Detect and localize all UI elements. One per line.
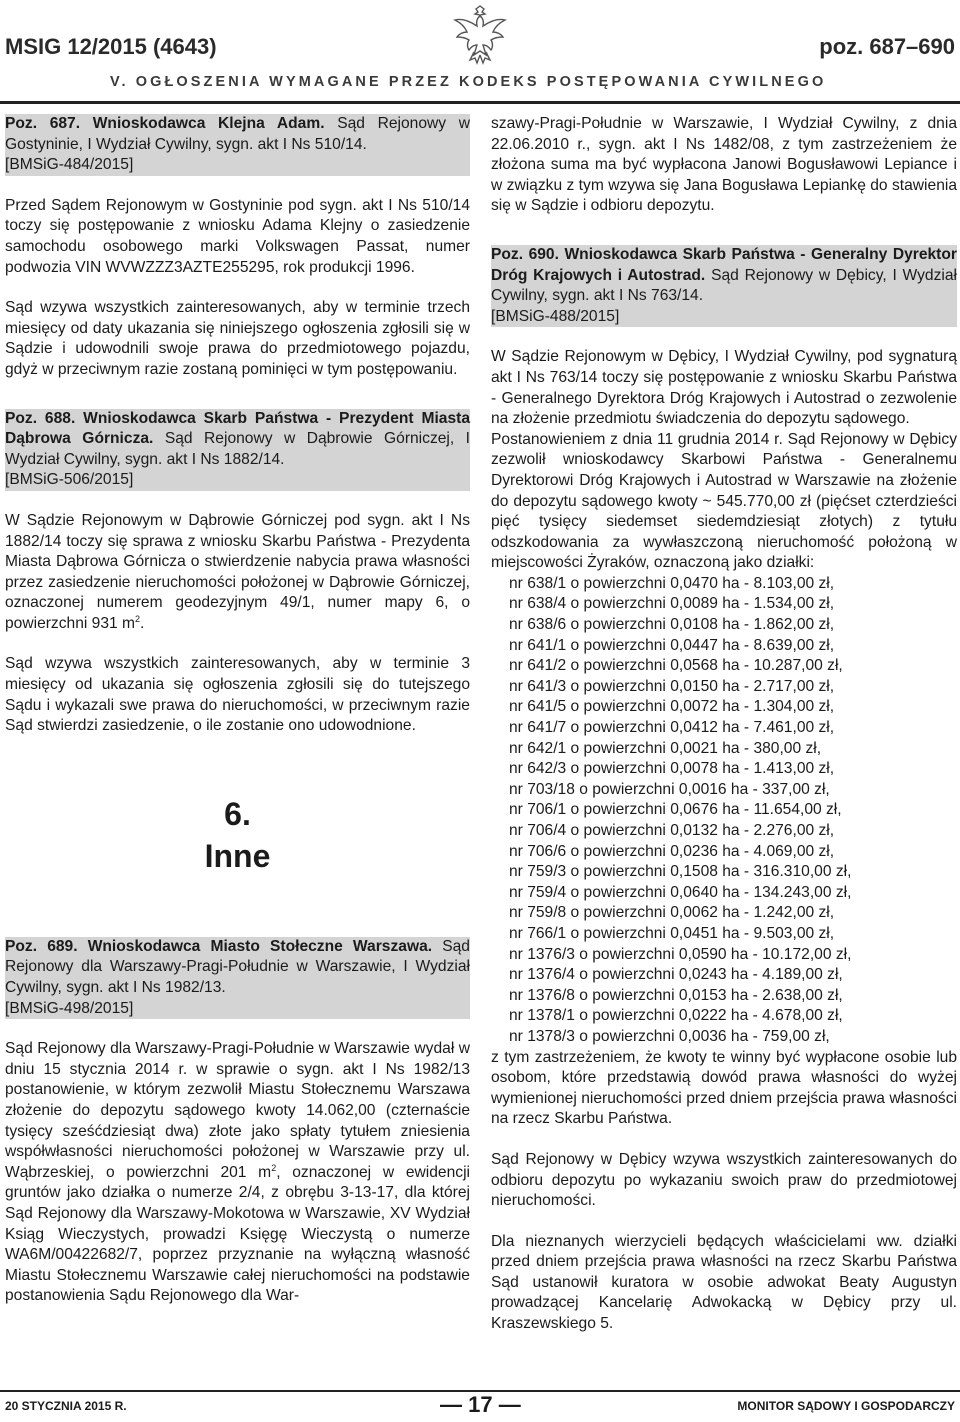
- list-item: nr 641/2 o powierzchni 0,0568 ha - 10.287,00 zł,: [509, 657, 843, 675]
- superscript-2: 2: [135, 613, 141, 624]
- header-issue: MSIG 12/2015 (4643): [5, 34, 217, 59]
- notice-688-court: Sąd Rejonowy w Dąbrowie Górniczej, I Wydział Cywilny, sygn. akt I Ns 1882/14.: [5, 430, 470, 468]
- notice-687-body-1: Przed Sądem Rejonowym w Gostyninie pod sygn. akt I Ns 510/14 toczy się postępowanie z wniosku Adama Klejny o zasiedzenie samochodu osobowego marki Volkswagen Passat, numer podwozia VIN WVWZZZ3AZTE255295, rok produkcji 1996.: [5, 196, 470, 276]
- notice-689-court: Sąd Rejonowy dla Warszawy-Pragi-Południe w Warszawie, I Wydział Cywilny, sygn. akt I Ns 1982/13.: [5, 937, 470, 997]
- notice-688-heading: [5, 409, 470, 491]
- list-item: nr 703/18 o powierzchni 0,0016 ha - 337,00 zł,: [509, 780, 830, 798]
- list-item: nr 766/1 o powierzchni 0,0451 ha - 9.503,00 zł,: [509, 924, 835, 942]
- list-item: nr 1376/8 o powierzchni 0,0153 ha - 2.638,00 zł,: [509, 986, 843, 1004]
- notice-688-body-2: Sąd wzywa wszystkich zainteresowanych, aby w terminie 3 miesięcy od ukazania się ogłoszenia zgłosili się do tutejszego Sądu i wykazali swe prawa do nieruchomości, w przeciwnym razie Sąd stwierdzi zasiedzenie, o ile zostanie ono udowodnione.: [5, 655, 470, 735]
- notice-687-body-2: Sąd wzywa wszystkich zainteresowanych, aby w terminie trzech miesięcy od daty ukazania się niniejszego ogłoszenia zgłosili się w Sądzie i udowodnili swoje prawa do przedmiotowego pojazdu, gdyż w przeciwnym razie zostaną pominięci w tym postępowaniu.: [5, 299, 470, 378]
- notice-689-applicant: Wnioskodawca Miasto Stołeczne Warszawa.: [87, 937, 433, 955]
- section-title: V. OGŁOSZENIA WYMAGANE PRZEZ KODEKS POSTĘPOWANIA CYWILNEGO: [110, 74, 827, 90]
- superscript-2: 2: [271, 1162, 277, 1173]
- notice-687-heading: [5, 114, 470, 176]
- list-item: nr 641/5 o powierzchni 0,0072 ha - 1.304,00 zł,: [509, 698, 835, 716]
- list-item: nr 641/7 o powierzchni 0,0412 ha - 7.461,00 zł,: [509, 719, 835, 737]
- list-item: nr 642/1 o powierzchni 0,0021 ha - 380,00 zł,: [509, 739, 822, 757]
- list-item: nr 1378/3 o powierzchni 0,0036 ha - 759,00 zł,: [509, 1027, 830, 1045]
- notice-690-body-3: z tym zastrzeżeniem, że kwoty te winny być wypłacone osobie lub osobom, które przedstawią dowód prawa własności do wyżej wymienionej nieruchomości przed dniem przejścia prawa własności na rzecz Skarbu Państwa.: [491, 1048, 957, 1128]
- notice-688-ref: [BMSiG-506/2015]: [5, 471, 134, 489]
- list-item: nr 759/3 o powierzchni 0,1508 ha - 316.310,00 zł,: [509, 863, 852, 881]
- list-item: nr 638/6 o powierzchni 0,0108 ha - 1.862,00 zł,: [509, 616, 835, 634]
- notice-689-number: Poz. 689.: [5, 937, 78, 955]
- notice-688-number: Poz. 688.: [5, 409, 76, 427]
- notice-687-court: Sąd Rejonowy w Gostyninie, I Wydział Cywilny, sygn. akt I Ns 510/14.: [5, 115, 470, 153]
- section-6-title: Inne: [204, 837, 271, 874]
- notice-688-applicant: Wnioskodawca Skarb Państwa - Prezydent Miasta Dąbrowa Górnicza.: [5, 409, 470, 448]
- notice-687-applicant: Wnioskodawca Klejna Adam.: [92, 115, 325, 132]
- list-item: nr 638/1 o powierzchni 0,0470 ha - 8.103,00 zł,: [509, 574, 835, 592]
- notice-690-body-2: Postanowieniem z dnia 11 grudnia 2014 r. Sąd Rejonowy w Dębicy zezwolił wnioskodawcy Skarbowi Państwa - Generalnemu Dyrektorowi Dróg Krajowych i Autostrad w Warszawie na złożenie do depozytu sądowego kwoty ~ 545.770,00 zł (pięćset czterdzieści pięć tysięcy siedemset siedemdziesiąt złotych) z tytułu odszkodowania za wywłaszczoną nieruchomość położoną w miejscowości Żyraków, oznaczoną jako działki:: [491, 430, 957, 572]
- notice-690-ref: [BMSiG-488/2015]: [491, 307, 620, 325]
- header-divider: [0, 101, 960, 104]
- notice-690-body-5: Dla nieznanych wierzycieli będących właścicielami ww. działki przed dniem przejścia prawa własności na rzecz Skarbu Państwa Sąd ustanowił kuratora w osobie adwokat Beaty Augustyn prowadzącej Kancelarię Adwokacką w Dębicy przy ul. Kraszewskiego 5.: [491, 1232, 957, 1333]
- notice-690-applicant: Wnioskodawca Skarb Państwa - Generalny Dyrektor Dróg Krajowych i Autostrad.: [491, 245, 957, 284]
- list-item: nr 642/3 o powierzchni 0,0078 ha - 1.413,00 zł,: [509, 760, 835, 778]
- list-item: nr 1376/3 o powierzchni 0,0590 ha - 10.172,00 zł,: [509, 945, 852, 963]
- left-column: [5, 114, 470, 1307]
- header-positions: poz. 687–690: [819, 34, 955, 59]
- section-6-number: 6.: [224, 795, 251, 832]
- notice-689-ref: [BMSiG-498/2015]: [5, 999, 134, 1017]
- list-item: nr 1376/4 o powierzchni 0,0243 ha - 4.189,00 zł,: [509, 966, 843, 984]
- list-item: nr 706/1 o powierzchni 0,0676 ha - 11.654,00 zł,: [509, 801, 842, 819]
- notice-688-body-1: W Sądzie Rejonowym w Dąbrowie Górniczej pod sygn. akt I Ns 1882/14 toczy się sprawa z wniosku Skarbu Państwa - Prezydenta Miasta Dąbrowa Górnicza o stwierdzenie nabycia prawa własności przez zasiedzenie nieruchomości położonej w Dąbrowie Górniczej, oznaczonej numerem geodezyjnym 49/1, numer mapy 6, o powierzchni 931 $m^2$.: [5, 511, 470, 632]
- notice-690-number: Poz. 690.: [491, 245, 559, 263]
- plot-list: [491, 574, 957, 1048]
- list-item: nr 759/8 o powierzchni 0,0062 ha - 1.242,00 zł,: [509, 904, 835, 922]
- footer-publication: MONITOR SĄDOWY I GOSPODARCZY: [737, 1399, 955, 1413]
- notice-689-body-1: Sąd Rejonowy dla Warszawy-Pragi-Południe w Warszawie wydał w dniu 15 stycznia 2014 r. w sprawie o sygn. akt I Ns 1982/13 postanowienie, w którym zezwolił Miastu Stołecznemu Warszawa złożenie do depozytu sądowego kwoty 14.062,00 (czternaście tysięcy sześćdziesiąt dwa) złote jako spłaty tytułem zniesienia współwłasności nieruchomości położonej w Warszawie przy ul. Wąbrzeskiej, o powierzchni 201 $m^2$, oznaczonej w ewidencji gruntów jako działka o numerze 2/4, z obrębu 3-13-17, dla której Sąd Rejonowy dla Warszawy-Mokotowa w Warszawie, XV Wydział Ksiąg Wieczystych, prowadzi Księgę Wieczystą o numerze WA6M/00422682/7, poprzez przyznanie na wyłączną własność Miastu Stołecznemu Warszawie całej nieruchomości na podstawie postanowienia Sądu Rejonowego dla War-: [5, 1040, 471, 1305]
- list-item: nr 1378/1 o powierzchni 0,0222 ha - 4.678,00 zł,: [509, 1007, 843, 1025]
- notice-687-number: Poz. 687.: [5, 115, 81, 132]
- list-item: nr 641/3 o powierzchni 0,0150 ha - 2.717,00 zł,: [509, 677, 835, 695]
- list-item: nr 759/4 o powierzchni 0,0640 ha - 134.243,00 zł,: [509, 883, 852, 901]
- list-item: nr 706/6 o powierzchni 0,0236 ha - 4.069,00 zł,: [509, 842, 835, 860]
- page-number: — 17 —: [440, 1392, 521, 1417]
- notice-690-heading: [491, 245, 957, 327]
- footer-date: 20 STYCZNIA 2015 R.: [5, 1399, 127, 1413]
- list-item: nr 706/4 o powierzchni 0,0132 ha - 2.276,00 zł,: [509, 822, 835, 839]
- polish-eagle-emblem-icon: [452, 2, 508, 66]
- list-item: nr 638/4 o powierzchni 0,0089 ha - 1.534,00 zł,: [509, 595, 835, 613]
- notice-690-court: Sąd Rejonowy w Dębicy, I Wydział Cywilny, sygn. akt I Ns 763/14.: [491, 266, 958, 305]
- notice-690-body-1: W Sądzie Rejonowym w Dębicy, I Wydział Cywilny, pod sygnaturą akt I Ns 763/14 toczy się postępowanie z wniosku Skarbu Państwa - Generalnego Dyrektora Dróg Krajowych i Autostrad o zezwolenie na złożenie przedmiotu świadczenia do depozytu sądowego.: [491, 348, 957, 428]
- notice-689-continuation: szawy-Pragi-Południe w Warszawie, I Wydział Cywilny, z dnia 22.06.2010 r., sygn. akt I Ns 1482/08, z tym zastrzeżeniem że złożona suma ma być wypłacona Janowi Bogusławowi Lepiance i w związku z tym wzywa się Jana Bogusława Lepiankę do stawienia się w Sądzie i odbioru depozytu.: [491, 115, 957, 215]
- right-column: [491, 114, 957, 1335]
- notice-687-ref: [BMSiG-484/2015]: [5, 156, 134, 174]
- section-6-heading: [5, 793, 470, 877]
- list-item: nr 641/1 o powierzchni 0,0447 ha - 8.639,00 zł,: [509, 636, 835, 654]
- notice-690-body-4: Sąd Rejonowy w Dębicy wzywa wszystkich zainteresowanych do odbioru depozytu po wykazaniu swoich praw do przedmiotowej nieruchomości.: [491, 1150, 957, 1210]
- notice-689-heading: [5, 937, 470, 1019]
